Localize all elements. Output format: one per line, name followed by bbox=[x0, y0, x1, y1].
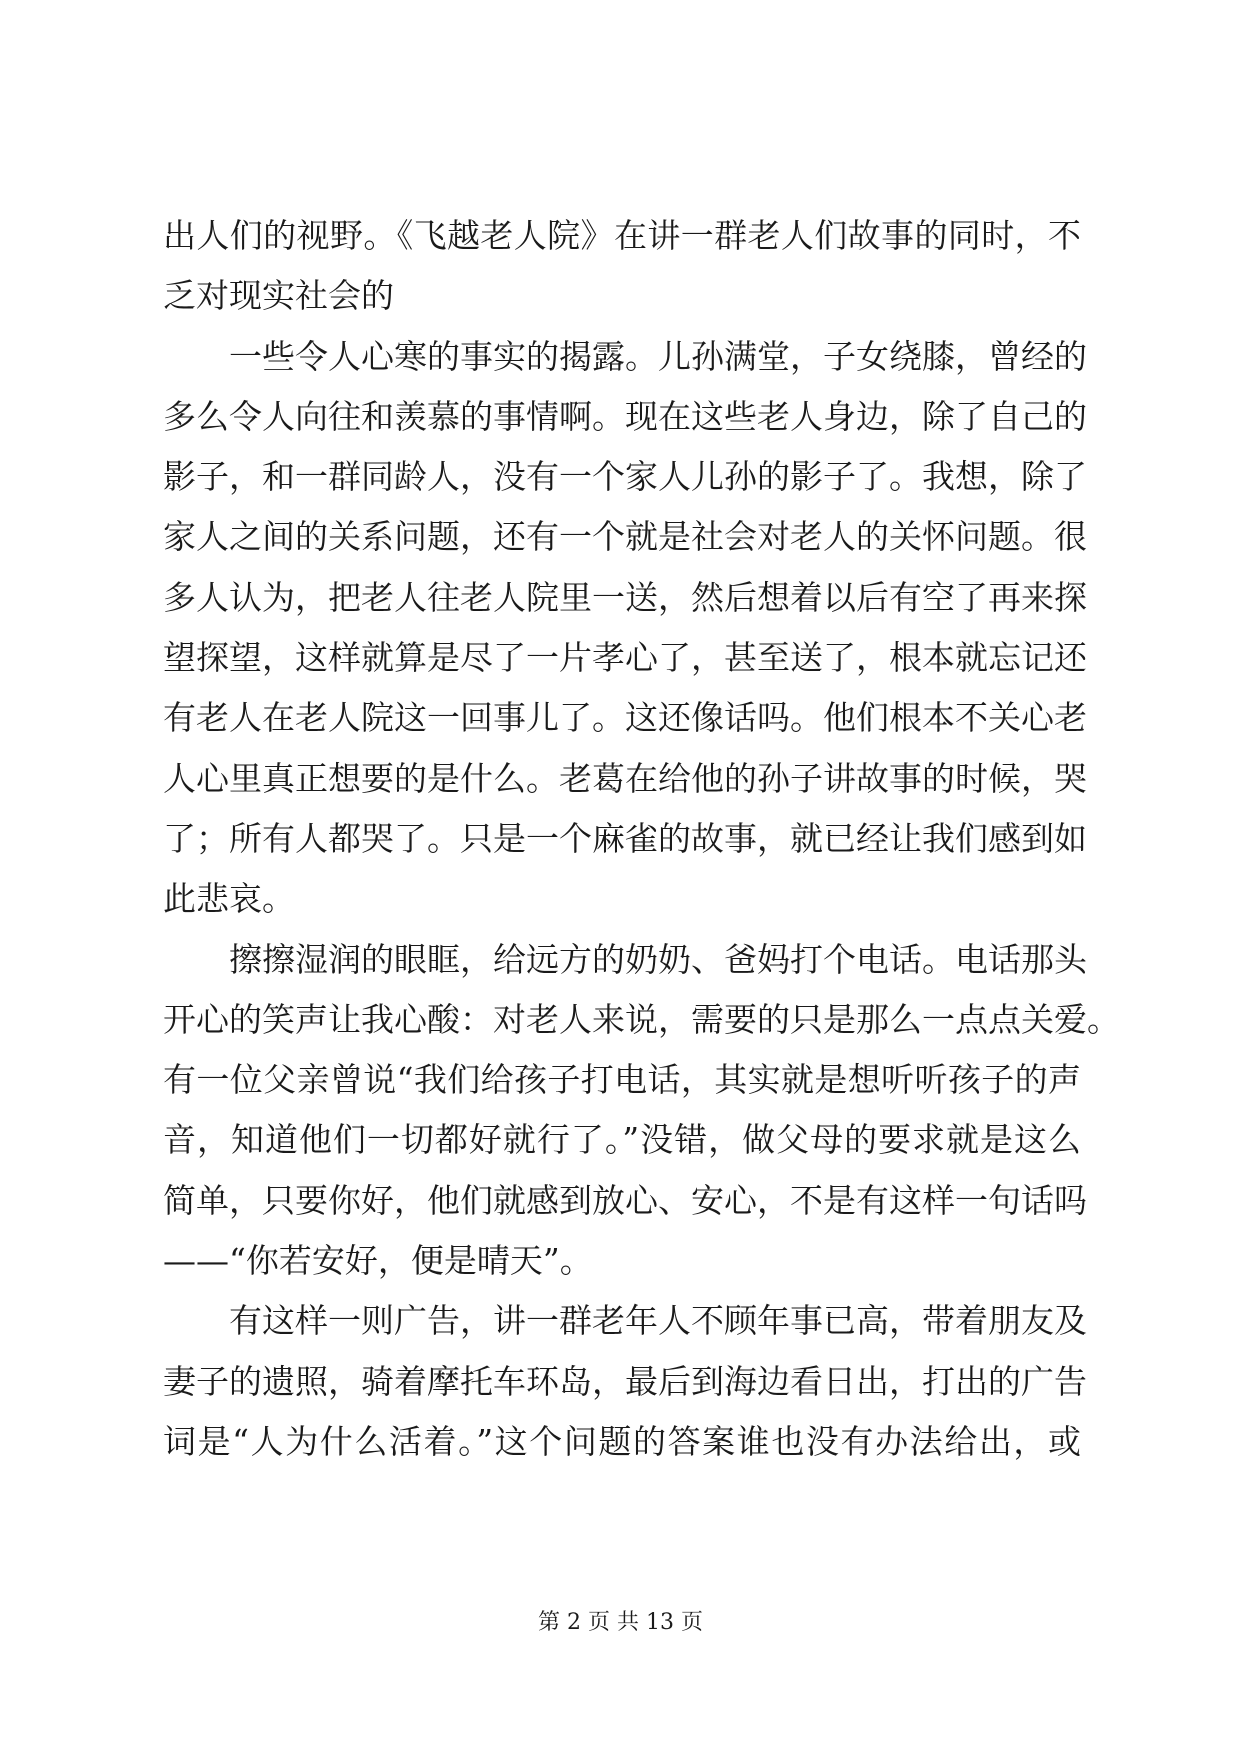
text-line: 有这样一则广告，讲一群老年人不顾年事已高，带着朋友及 bbox=[229, 1301, 1087, 1341]
text-line: 开心的笑声让我心酸：对老人来说，需要的只是那么一点点关爱。 bbox=[163, 999, 1120, 1039]
document-body bbox=[163, 206, 1120, 1472]
text-line: 有老人在老人院这一回事儿了。这还像话吗。他们根本不关心老 bbox=[163, 698, 1087, 738]
text-line: 有一位父亲曾说“我们给孩子打电话，其实就是想听听孩子的声 bbox=[163, 1060, 1081, 1100]
text-line: 多么令人向往和羡慕的事情啊。现在这些老人身边，除了自己的 bbox=[163, 396, 1087, 436]
text-line: 乏对现实社会的 bbox=[163, 276, 394, 316]
paragraph bbox=[163, 1291, 1087, 1472]
text-line: ——“你若安好，便是晴天”。 bbox=[163, 1241, 593, 1281]
text-line: 多人认为，把老人往老人院里一送，然后想着以后有空了再来探 bbox=[163, 577, 1087, 617]
text-line: 音，知道他们一切都好就行了。”没错，做父母的要求就是这么 bbox=[163, 1120, 1081, 1160]
page-footer: 第 2 页 共 13 页 bbox=[538, 1610, 703, 1635]
text-line: 词是“人为什么活着。”这个问题的答案谁也没有办法给出，或 bbox=[163, 1421, 1081, 1461]
paragraph bbox=[163, 206, 1081, 327]
text-line: 简单，只要你好，他们就感到放心、安心，不是有这样一句话吗 bbox=[163, 1180, 1087, 1220]
text-line: 影子，和一群同龄人，没有一个家人儿孙的影子了。我想，除了 bbox=[163, 457, 1087, 497]
paragraph bbox=[163, 930, 1120, 1292]
paragraph bbox=[163, 327, 1087, 930]
text-line: 了；所有人都哭了。只是一个麻雀的故事，就已经让我们感到如 bbox=[163, 818, 1087, 858]
text-line: 一些令人心寒的事实的揭露。儿孙满堂，子女绕膝，曾经的 bbox=[229, 336, 1087, 376]
text-line: 家人之间的关系问题，还有一个就是社会对老人的关怀问题。很 bbox=[163, 517, 1087, 557]
text-line: 此悲哀。 bbox=[163, 879, 295, 919]
text-line: 擦擦湿润的眼眶，给远方的奶奶、爸妈打个电话。电话那头 bbox=[229, 939, 1087, 979]
text-line: 出人们的视野。《飞越老人院》在讲一群老人们故事的同时，不 bbox=[163, 216, 1081, 255]
text-line: 望探望，这样就算是尽了一片孝心了，甚至送了，根本就忘记还 bbox=[163, 638, 1087, 678]
text-line: 妻子的遗照，骑着摩托车环岛，最后到海边看日出，打出的广告 bbox=[163, 1361, 1087, 1401]
text-line: 人心里真正想要的是什么。老葛在给他的孙子讲故事的时候，哭 bbox=[163, 758, 1087, 798]
